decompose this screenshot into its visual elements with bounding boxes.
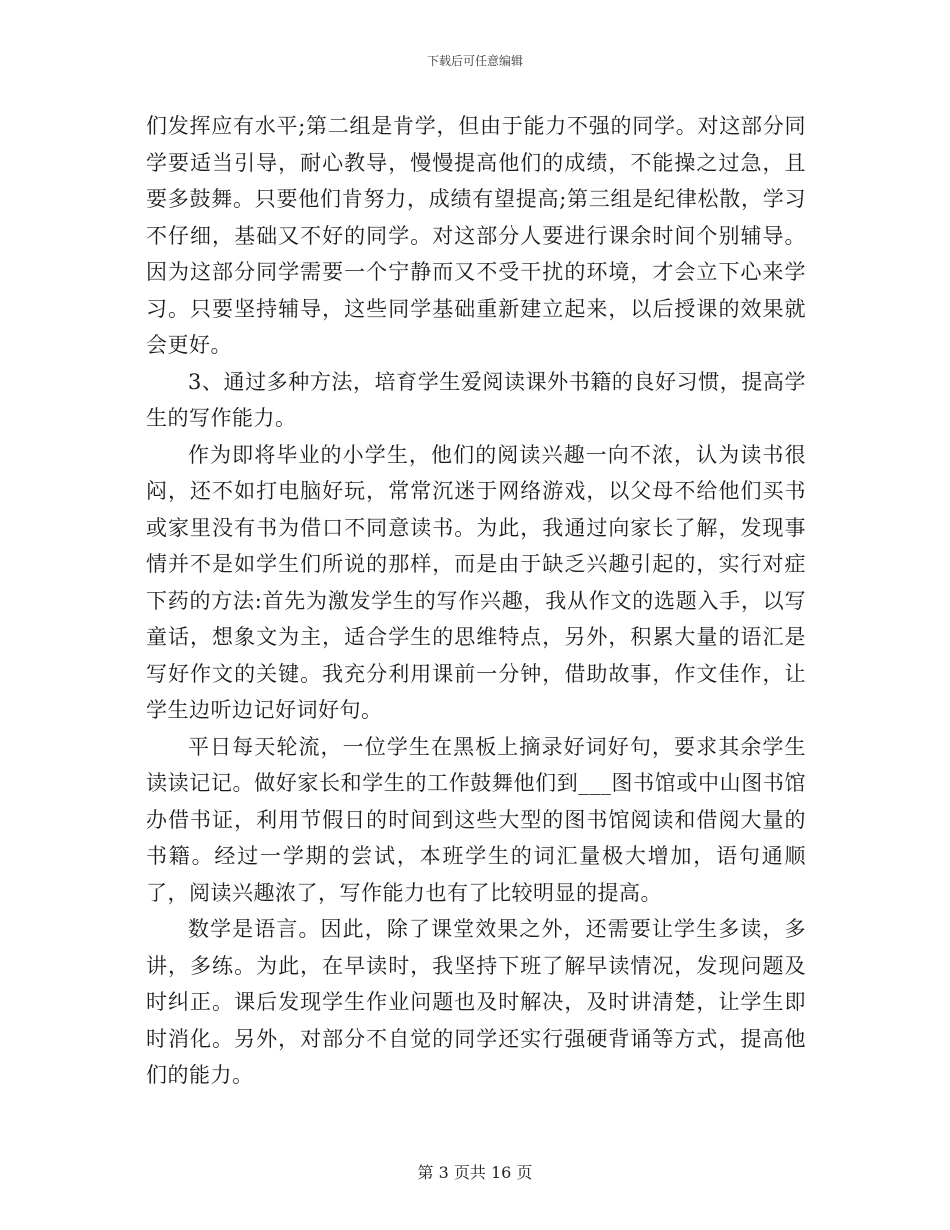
page-number: 第 3 页共 16 页 [417,1163,533,1182]
paragraph-3: 作为即将毕业的小学生，他们的阅读兴趣一向不浓，认为读书很闷，还不如打电脑好玩，常常沉迷于网络游戏，以父母不给他们买书或家里没有书为借口不同意读书。为此，我通过向家长了解，发现事情并不是如学生们所说的那样，而是由于缺乏兴趣引起的，实行对症下药的方法:首先为激发学生的写作兴趣，我从作文的选题入手，以写童话，想象文为主，适合学生的思维特点，另外，积累大量的语汇是写好作文的关键。我充分利用课前一分钟，借助故事，作文佳作，让学生边听边记好词好句。 [146,442,806,722]
document-body [146,108,806,1094]
paragraph-5: 数学是语言。因此，除了课堂效果之外，还需要让学生多读，多讲，多练。为此，在早读时，我坚持下班了解早读情况，发现问题及时纠正。课后发现学生作业问题也及时解决，及时讲清楚，让学生即时消化。另外，对部分不自觉的同学还实行强硬背诵等方式，提高他们的能力。 [146,917,806,1087]
paragraph-1: 们发挥应有水平;第二组是肯学，但由于能力不强的同学。对这部分同学要适当引导，耐心教导，慢慢提高他们的成绩，不能操之过急，且要多鼓舞。只要他们肯努力，成绩有望提高;第三组是纪律松散，学习不仔细，基础又不好的同学。对这部分人要进行课余时间个别辅导。因为这部分同学需要一个宁静而又不受干扰的环境，才会立下心来学习。只要坚持辅导，这些同学基础重新建立起来，以后授课的效果就会更好。 [146,114,806,357]
paragraph-2: 3、通过多种方法，培育学生爱阅读课外书籍的良好习惯，提高学生的写作能力。 [146,369,806,430]
paragraph-4: 平日每天轮流，一位学生在黑板上摘录好词好句，要求其余学生读读记记。做好家长和学生的工作鼓舞他们到___图书馆或中山图书馆办借书证，利用节假日的时间到这些大型的图书馆阅读和借阅大量的书籍。经过一学期的尝试，本班学生的词汇量极大增加，语句通顺了，阅读兴趣浓了，写作能力也有了比较明显的提高。 [146,734,806,905]
header-note: 下载后可任意编辑 [426,54,523,68]
